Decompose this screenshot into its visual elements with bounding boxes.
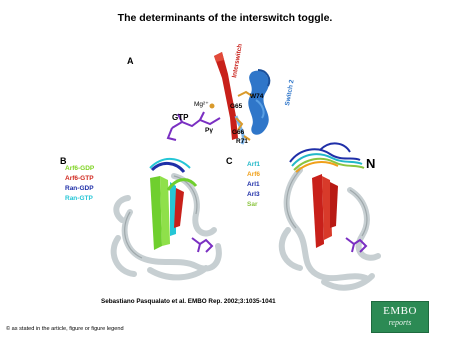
panel-b-label: B: [60, 156, 67, 166]
legend-b-item-0: Arf6-GDP: [65, 165, 95, 172]
legend-c-item-4: Sar: [247, 201, 258, 208]
legend-c-item-3: Arl3: [247, 191, 260, 198]
label-switch2: Switch 2: [284, 79, 296, 107]
switch-loops-c: [290, 143, 364, 172]
panel-c-label: C: [226, 156, 233, 166]
mg-ion: [210, 104, 215, 109]
panel-a-label: A: [127, 56, 134, 66]
n-terminus-label: N: [366, 156, 376, 171]
logo-line-1: EMBO: [383, 305, 417, 317]
legend-b-item-3: Ran-GTP: [65, 195, 93, 202]
label-mg: Mg²⁺: [194, 101, 209, 108]
label-g66: G66: [232, 129, 245, 136]
legend-c-item-1: Arf6: [247, 171, 261, 178]
legend-b-item-2: Ran-GDP: [65, 185, 94, 192]
label-gtp: GTP: [172, 113, 189, 122]
gtp-molecule-b: [192, 238, 212, 252]
legend-c-item-0: Arf1: [247, 161, 261, 168]
label-r71: R71: [236, 138, 248, 145]
figure-title: The determinants of the interswitch toggle.: [117, 12, 333, 24]
legend-b-item-1: Arf6-GTP: [65, 175, 94, 182]
label-g65: G65: [230, 103, 243, 110]
citation: Sebastiano Pasqualato et al. EMBO Rep. 2002;3:1035-1041: [101, 298, 276, 305]
beta-sheet-c: [312, 174, 338, 248]
embo-reports-logo: [371, 301, 429, 333]
logo-line-2: reports: [388, 318, 412, 327]
label-interswitch: Interswitch: [231, 43, 244, 79]
beta-sheet-b: [150, 159, 196, 250]
label-pgamma: Pγ: [205, 127, 213, 134]
label-w74: W74: [250, 93, 264, 100]
legend-c-item-2: Arl1: [247, 181, 260, 188]
copyright-footer: © as stated in the article, figure or figure legend: [6, 326, 124, 332]
